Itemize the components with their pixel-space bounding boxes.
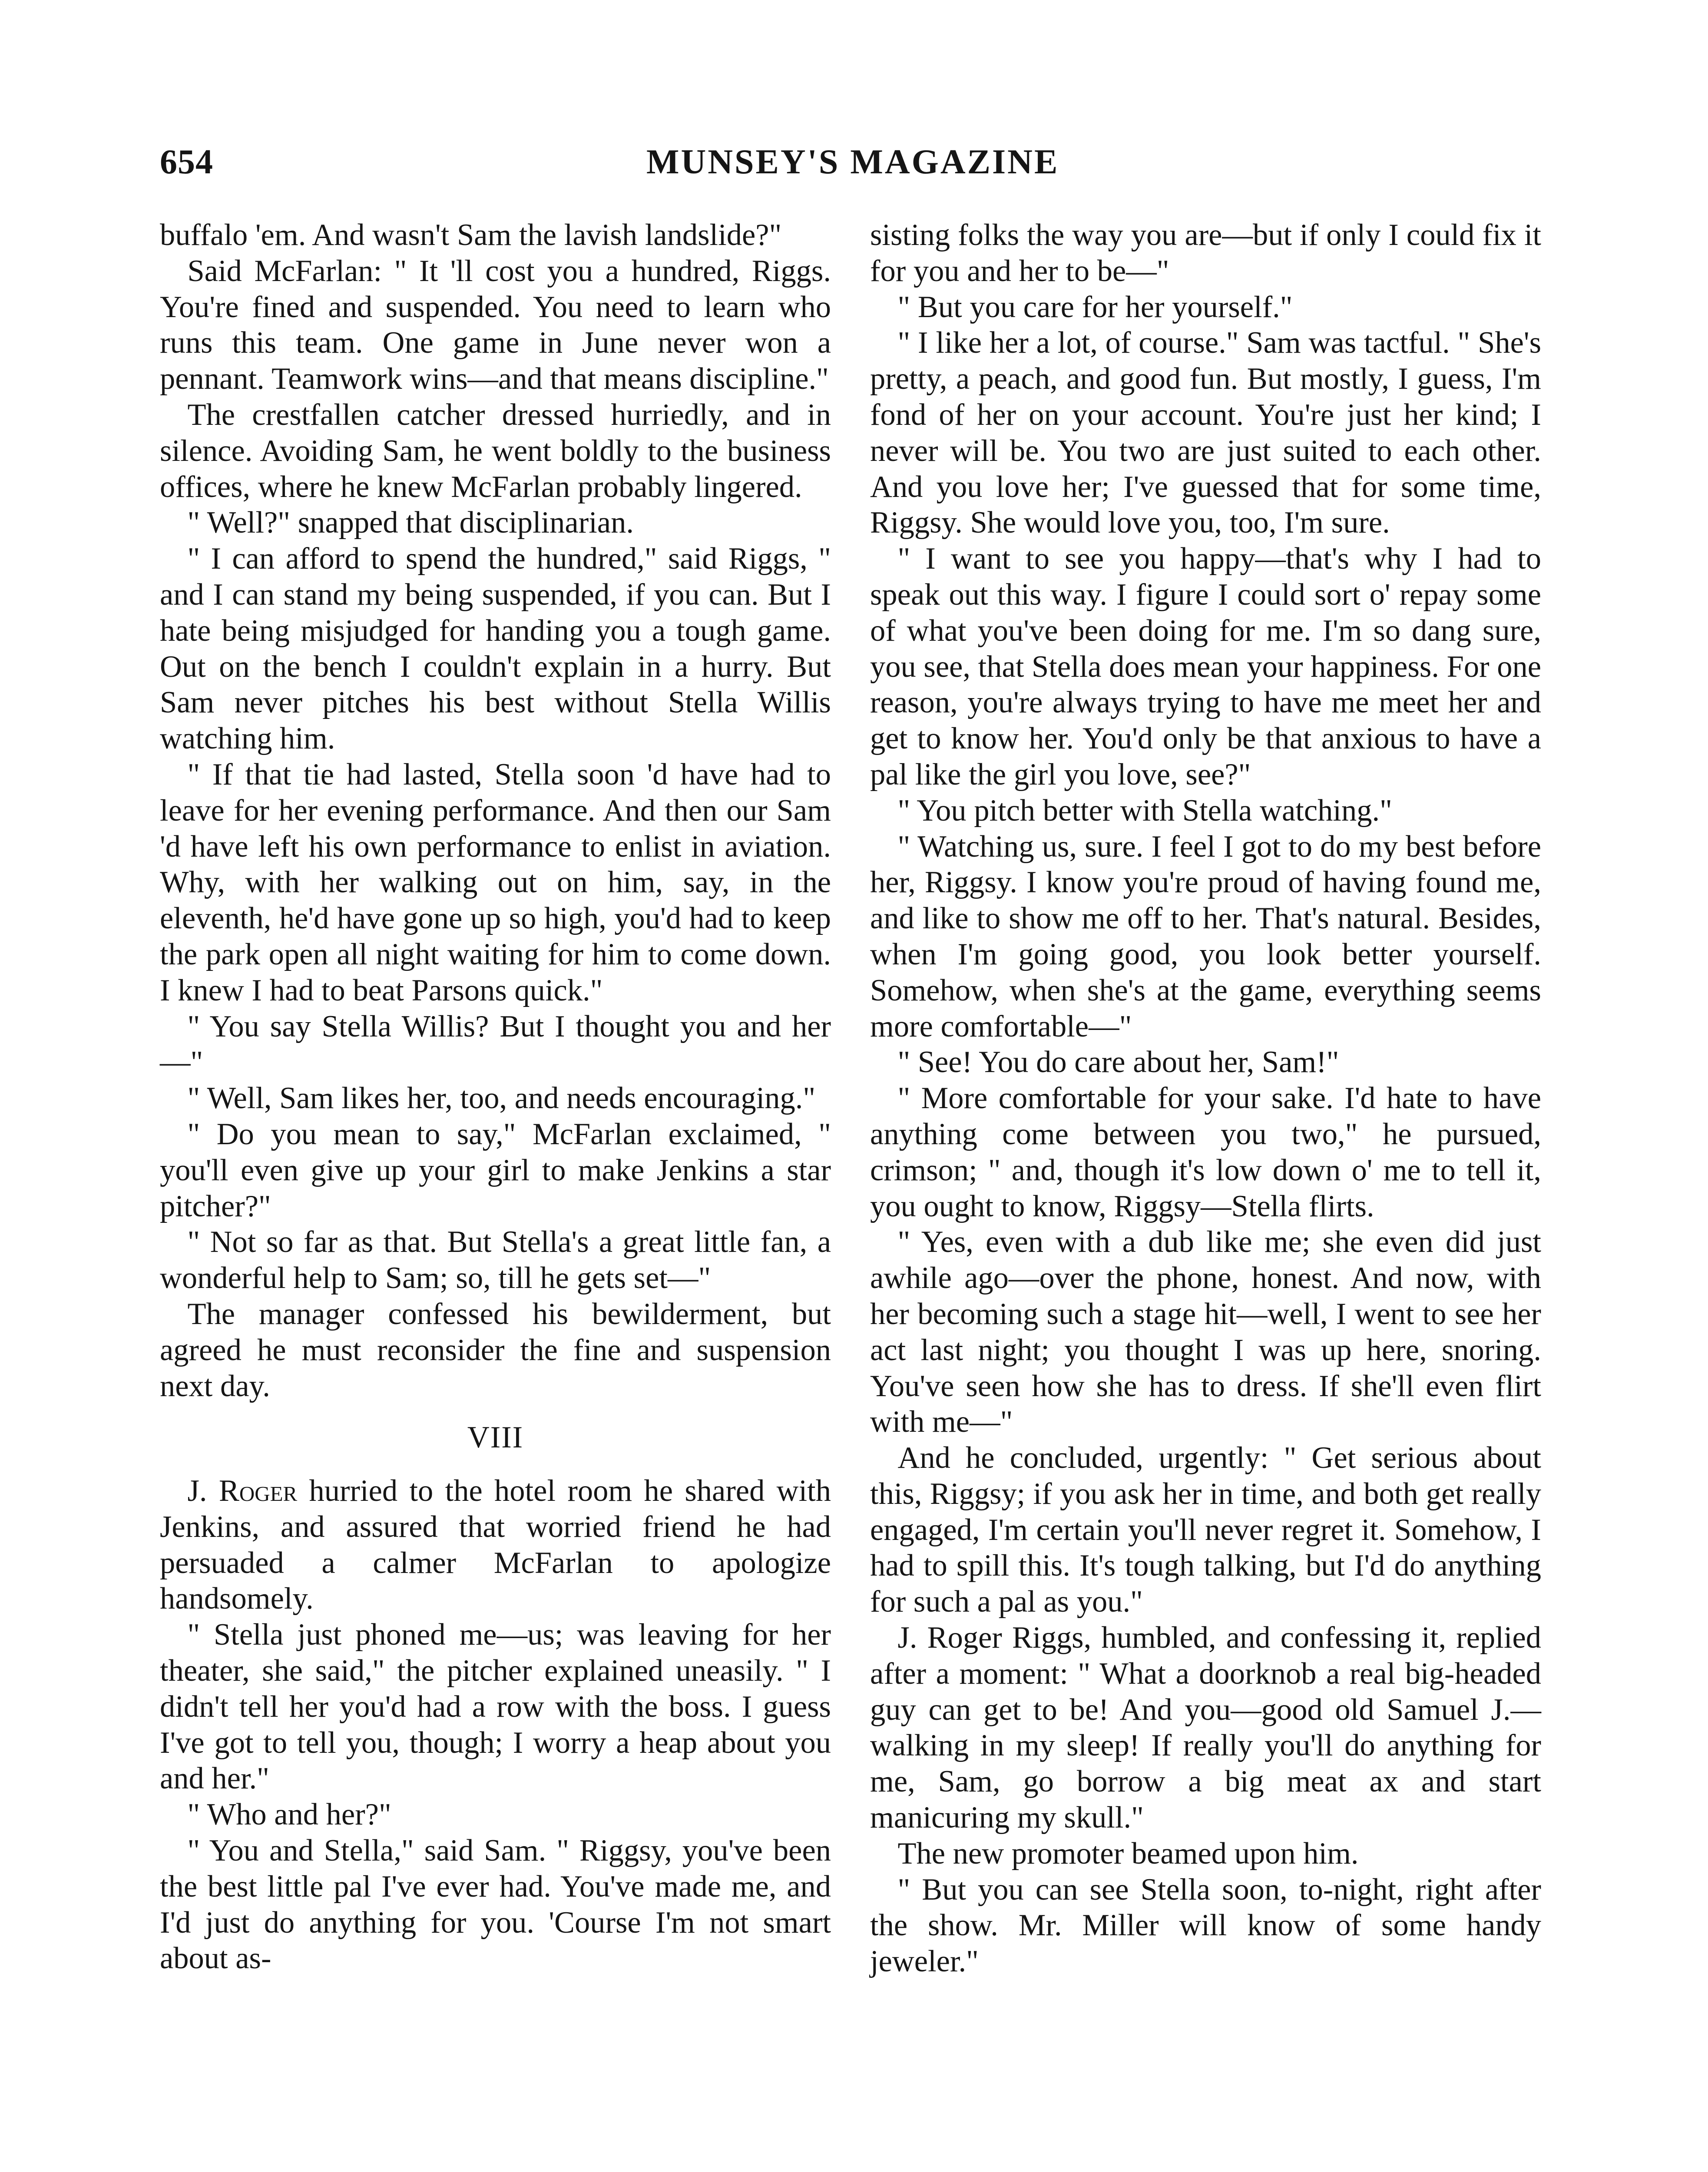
paragraph: buffalo 'em. And wasn't Sam the lavish landslide?" [160, 218, 782, 252]
paragraph: Said McFarlan: " It 'll cost you a hundred, Riggs. You're fined and suspended. You need to learn who runs this team. One game in June never won a pennant. Teamwork wins—and that means discipline." [160, 254, 831, 396]
paragraph-opening-words: J. Roger [187, 1474, 298, 1508]
right-column [870, 217, 1541, 1980]
paragraph: " I like her a lot, of course." Sam was tactful. " She's pretty, a peach, and good fun. But mostly, I guess, I'm fond of her on your account. You're just her kind; I never will be. You two are just suited to each other. And you love her; I've guessed that for some time, Riggsy. She would love you, too, I'm sure. [870, 326, 1541, 540]
page-header [160, 138, 1541, 190]
paragraph: " Well?" snapped that disciplinarian. [187, 506, 634, 540]
paragraph: " Do you mean to say," McFarlan exclaimed, " you'll even give up your girl to make Jenkins a star pitcher?" [160, 1117, 831, 1223]
paragraph: " Not so far as that. But Stella's a great little fan, a wonderful help to Sam; so, till he gets set—" [160, 1225, 831, 1295]
paragraph: The crestfallen catcher dressed hurriedly, and in silence. Avoiding Sam, he went boldly to the business offices, where he knew McFarlan probably lingered. [160, 397, 831, 504]
left-column [160, 217, 831, 1977]
paragraph: " You pitch better with Stella watching." [897, 793, 1392, 828]
paragraph: J. Roger Riggs, humbled, and confessing it, replied after a moment: " What a doorknob a real big-headed guy can get to be! And you—good old Samuel J.—walking in my sleep! If really you'll do anything for me, Sam, go borrow a big meat ax and start manicuring my skull." [870, 1621, 1541, 1835]
paragraph: " More comfortable for your sake. I'd hate to have anything come between you two," he pursued, crimson; " and, though it's low down o' me to tell it, you ought to know, Riggsy—Stella flirts. [870, 1081, 1541, 1223]
paragraph: sisting folks the way you are—but if only I could fix it for you and her to be—" [870, 218, 1541, 288]
paragraph: " But you can see Stella soon, to-night, right after the show. Mr. Miller will know of some handy jeweler." [870, 1872, 1541, 1979]
paragraph: And he concluded, urgently: " Get serious about this, Riggsy; if you ask her in time, and both get really engaged, I'm certain you'll never regret it. Somehow, I had to spill this. It's tough talking, but I'd do anything for such a pal as you." [870, 1441, 1541, 1619]
paragraph: " If that tie had lasted, Stella soon 'd have had to leave for her evening performance. And then our Sam 'd have left his own performance to enlist in aviation. Why, with her walking out on him, say, in the eleventh, he'd have gone up so high, you'd had to keep the park open all night waiting for him to come down. I knew I had to beat Parsons quick." [160, 757, 831, 1007]
paragraph: " I can afford to spend the hundred," said Riggs, " and I can stand my being suspended, if you can. But I hate being misjudged for handing you a tough game. Out on the bench I couldn't explain in a hurry. But Sam never pitches his best without Stella Willis watching him. [160, 542, 831, 756]
running-head: MUNSEY'S MAGAZINE [646, 143, 1059, 181]
paragraph: " You say Stella Willis? But I thought you and her—" [160, 1009, 831, 1079]
page-number: 654 [160, 143, 213, 181]
paragraph: The new promoter beamed upon him. [897, 1836, 1359, 1871]
paragraph [160, 1473, 831, 1617]
paragraph: " Yes, even with a dub like me; she even did just awhile ago—over the phone, honest. And now, with her becoming such a stage hit—well, I went to see her act last night; you thought I was up here, snoring. You've seen how she has to dress. If she'll even flirt with me—" [870, 1225, 1541, 1439]
paragraph: The manager confessed his bewilderment, but agreed he must reconsider the fine and suspension next day. [160, 1297, 831, 1403]
paragraph: " Well, Sam likes her, too, and needs encouraging." [187, 1081, 816, 1116]
section-heading: VIII [467, 1420, 524, 1455]
paragraph: " Stella just phoned me—us; was leaving for her theater, she said," the pitcher explained uneasily. " I didn't tell her you'd had a row with the boss. I guess I've got to tell you, though; I worry a heap about you and her." [160, 1618, 831, 1796]
paragraph: " Who and her?" [187, 1798, 391, 1832]
paragraph: " See! You do care about her, Sam!" [897, 1045, 1339, 1079]
paragraph-text: hurried to the hotel room he shared with Jenkins, and assured that worried friend he had persuaded a calmer McFarlan to apologize handsomely. [160, 1474, 831, 1616]
paragraph: " Watching us, sure. I feel I got to do my best before her, Riggsy. I know you're proud of having found me, and like to show me off to her. That's natural. Besides, when I'm going good, you look better yourself. Somehow, when she's at the game, everything seems more comfortable—" [870, 829, 1541, 1043]
paragraph: " You and Stella," said Sam. " Riggsy, you've been the best little pal I've ever had. You've made me, and I'd just do anything for you. 'Course I'm not smart about as- [160, 1834, 831, 1976]
paragraph: " I want to see you happy—that's why I had to speak out this way. I figure I could sort o' repay some of what you've been doing for me. I'm so dang sure, you see, that Stella does mean your happiness. For one reason, you're always trying to have me meet her and get to know her. You'd only be that anxious to have a pal like the girl you love, see?" [870, 542, 1541, 791]
paragraph: " But you care for her yourself." [897, 290, 1293, 324]
